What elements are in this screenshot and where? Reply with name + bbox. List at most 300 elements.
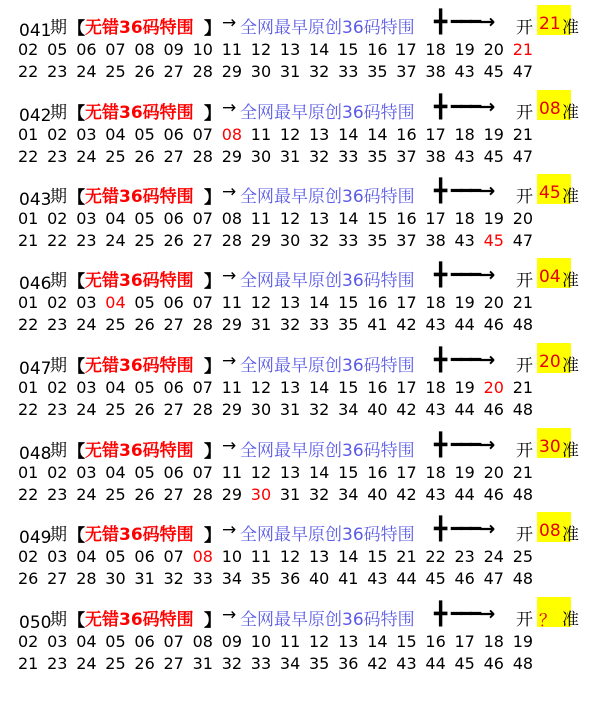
number-cell: 29 xyxy=(221,62,243,81)
number-row-1 xyxy=(18,462,593,484)
number-cell: 03 xyxy=(76,378,97,397)
number-cell: 25 xyxy=(512,547,534,566)
number-cell: 05 xyxy=(134,125,155,144)
number-cell: 45 xyxy=(483,147,504,166)
open-label: 开 xyxy=(516,187,533,207)
number-cell: 32 xyxy=(279,315,301,334)
title-text: 无错36码特围 xyxy=(85,356,194,376)
right-bracket: 】 xyxy=(204,357,221,377)
number-cell: 42 xyxy=(396,315,417,334)
number-cell: 03 xyxy=(47,632,68,651)
number-cell: 02 xyxy=(18,547,39,566)
number-cell: 23 xyxy=(47,147,68,166)
right-bracket: 】 xyxy=(204,272,221,292)
number-cell: 17 xyxy=(396,378,417,397)
period-header xyxy=(0,343,595,377)
number-cell: 25 xyxy=(105,654,126,673)
number-cell: 31 xyxy=(192,654,213,673)
plus-icon: ╋ xyxy=(434,433,448,458)
number-cell: 44 xyxy=(454,315,475,334)
right-bracket: 】 xyxy=(204,188,221,208)
number-cell: 18 xyxy=(483,632,504,651)
number-cell: 13 xyxy=(279,293,301,312)
number-cell: 12 xyxy=(250,293,272,312)
number-cell: 26 xyxy=(134,485,155,504)
number-cell: 05 xyxy=(134,378,155,397)
number-cell: 40 xyxy=(309,569,330,588)
number-cell: 14 xyxy=(338,547,359,566)
number-cell: 48 xyxy=(512,654,534,673)
number-cell: 06 xyxy=(163,209,184,228)
number-cell: 28 xyxy=(192,62,213,81)
plus-icon: ╋ xyxy=(434,348,448,373)
number-cell: 33 xyxy=(309,315,330,334)
number-cell: 24 xyxy=(76,62,97,81)
number-cell: 14 xyxy=(338,125,359,144)
number-cell: 16 xyxy=(367,293,388,312)
number-cell: 20 xyxy=(483,40,504,59)
number-cell: 27 xyxy=(163,62,184,81)
number-cell: 17 xyxy=(396,463,417,482)
number-row-2 xyxy=(18,653,593,675)
period-header xyxy=(0,5,595,39)
slogan-text: 全网最早原创36码特围 xyxy=(240,356,415,376)
number-cell: 28 xyxy=(192,315,213,334)
number-cell: 16 xyxy=(367,463,388,482)
number-cell: 23 xyxy=(47,485,68,504)
number-cell: 19 xyxy=(454,40,475,59)
result-number: 45 xyxy=(539,183,561,203)
number-cell: 32 xyxy=(309,231,330,250)
number-cell: 01 xyxy=(18,209,39,228)
period-block xyxy=(0,428,595,512)
number-cell: 34 xyxy=(338,485,359,504)
number-cell: 23 xyxy=(47,62,68,81)
number-row-1 xyxy=(18,208,593,230)
accurate-label: 准 xyxy=(562,103,579,123)
number-cell: 48 xyxy=(512,485,534,504)
number-cell: 43 xyxy=(454,147,475,166)
number-cell: 36 xyxy=(279,569,301,588)
number-cell: 17 xyxy=(425,125,446,144)
number-cell: 46 xyxy=(483,485,504,504)
number-cell: 12 xyxy=(279,547,301,566)
number-cell: 04 xyxy=(105,293,126,312)
number-cell: 27 xyxy=(47,569,68,588)
number-cell: 12 xyxy=(279,209,301,228)
plus-icon: ╋ xyxy=(434,517,448,542)
arrow-icon: → xyxy=(222,520,237,540)
number-cell: 18 xyxy=(425,378,446,397)
number-cell: 43 xyxy=(425,485,446,504)
dash-arrow-icon: ━━━→ xyxy=(451,96,494,118)
dash-arrow-icon: ━━━→ xyxy=(451,349,494,371)
number-cell: 46 xyxy=(483,400,504,419)
number-cell: 47 xyxy=(483,569,504,588)
period-number: 047 xyxy=(19,359,52,379)
number-cell: 25 xyxy=(105,62,126,81)
open-label: 开 xyxy=(516,356,533,376)
number-cell: 43 xyxy=(425,315,446,334)
number-cell: 11 xyxy=(279,632,301,651)
number-row-2 xyxy=(18,314,593,336)
number-cell: 30 xyxy=(250,485,272,504)
period-header xyxy=(0,428,595,462)
number-cell: 28 xyxy=(76,569,97,588)
slogan-text: 全网最早原创36码特围 xyxy=(240,103,415,123)
number-cell: 16 xyxy=(367,40,388,59)
number-cell: 43 xyxy=(454,62,475,81)
number-row-1 xyxy=(18,631,593,653)
number-cell: 01 xyxy=(18,293,39,312)
number-cell: 13 xyxy=(279,40,301,59)
number-cell: 15 xyxy=(367,547,388,566)
number-cell: 24 xyxy=(76,400,97,419)
number-cell: 43 xyxy=(396,654,417,673)
number-cell: 19 xyxy=(454,293,475,312)
period-suffix: 期 xyxy=(50,103,67,123)
open-label: 开 xyxy=(516,103,533,123)
number-cell: 34 xyxy=(279,654,301,673)
number-cell: 47 xyxy=(512,147,534,166)
number-cell: 24 xyxy=(76,654,97,673)
right-bracket: 】 xyxy=(204,442,221,462)
period-suffix: 期 xyxy=(50,441,67,461)
number-cell: 33 xyxy=(338,62,359,81)
period-number: 050 xyxy=(19,613,52,633)
period-header xyxy=(0,512,595,546)
number-cell: 44 xyxy=(396,569,417,588)
number-cell: 33 xyxy=(338,231,359,250)
number-cell: 14 xyxy=(309,378,330,397)
left-bracket: 【 xyxy=(68,104,85,124)
number-cell: 18 xyxy=(454,125,475,144)
number-cell: 41 xyxy=(338,569,359,588)
number-cell: 27 xyxy=(163,400,184,419)
number-cell: 20 xyxy=(483,378,504,397)
number-cell: 15 xyxy=(367,209,388,228)
result-number: 30 xyxy=(539,437,561,457)
number-cell: 26 xyxy=(134,147,155,166)
period-block xyxy=(0,512,595,596)
title-text: 无错36码特围 xyxy=(85,441,194,461)
slogan-text: 全网最早原创36码特围 xyxy=(240,610,415,630)
number-cell: 38 xyxy=(425,231,446,250)
number-cell: 04 xyxy=(76,632,97,651)
period-suffix: 期 xyxy=(50,271,67,291)
number-row-2 xyxy=(18,568,593,590)
plus-icon: ╋ xyxy=(434,263,448,288)
number-cell: 11 xyxy=(250,547,272,566)
number-cell: 08 xyxy=(221,209,243,228)
number-cell: 22 xyxy=(18,62,39,81)
slogan-text: 全网最早原创36码特围 xyxy=(240,271,415,291)
number-cell: 07 xyxy=(192,463,213,482)
number-cell: 15 xyxy=(396,632,417,651)
number-cell: 06 xyxy=(163,463,184,482)
period-header xyxy=(0,90,595,124)
number-row-2 xyxy=(18,484,593,506)
period-header xyxy=(0,597,595,631)
number-cell: 25 xyxy=(105,315,126,334)
number-cell: 14 xyxy=(309,40,330,59)
number-cell: 03 xyxy=(76,463,97,482)
period-block xyxy=(0,5,595,89)
number-row-1 xyxy=(18,377,593,399)
number-cell: 21 xyxy=(512,40,534,59)
right-bracket: 】 xyxy=(204,104,221,124)
period-number: 042 xyxy=(19,106,52,126)
right-bracket: 】 xyxy=(204,611,221,631)
left-bracket: 【 xyxy=(68,188,85,208)
arrow-icon: → xyxy=(222,266,237,286)
number-cell: 15 xyxy=(338,293,359,312)
number-cell: 26 xyxy=(134,315,155,334)
number-cell: 37 xyxy=(396,231,417,250)
period-block xyxy=(0,597,595,681)
number-cell: 31 xyxy=(279,62,301,81)
number-cell: 43 xyxy=(425,400,446,419)
number-cell: 12 xyxy=(250,40,272,59)
number-cell: 15 xyxy=(338,378,359,397)
number-cell: 45 xyxy=(483,231,504,250)
slogan-text: 全网最早原创36码特围 xyxy=(240,18,415,38)
period-number: 046 xyxy=(19,274,52,294)
number-cell: 35 xyxy=(367,147,388,166)
period-block xyxy=(0,174,595,258)
number-cell: 21 xyxy=(512,463,534,482)
number-cell: 24 xyxy=(483,547,504,566)
title-text: 无错36码特围 xyxy=(85,18,194,38)
number-cell: 23 xyxy=(47,654,68,673)
accurate-label: 准 xyxy=(562,441,579,461)
number-cell: 32 xyxy=(221,654,243,673)
right-bracket: 】 xyxy=(204,526,221,546)
number-cell: 26 xyxy=(134,400,155,419)
period-number: 049 xyxy=(19,528,52,548)
number-cell: 03 xyxy=(76,209,97,228)
accurate-label: 准 xyxy=(562,356,579,376)
number-cell: 24 xyxy=(76,315,97,334)
number-cell: 31 xyxy=(279,485,301,504)
number-row-2 xyxy=(18,399,593,421)
number-cell: 33 xyxy=(338,147,359,166)
number-cell: 33 xyxy=(250,654,272,673)
number-cell: 17 xyxy=(425,209,446,228)
number-cell: 17 xyxy=(396,293,417,312)
number-cell: 06 xyxy=(163,293,184,312)
number-cell: 18 xyxy=(425,293,446,312)
number-cell: 30 xyxy=(250,147,272,166)
number-cell: 09 xyxy=(221,632,243,651)
period-suffix: 期 xyxy=(50,356,67,376)
number-cell: 35 xyxy=(338,315,359,334)
title-text: 无错36码特围 xyxy=(85,610,194,630)
number-cell: 07 xyxy=(192,209,213,228)
number-cell: 06 xyxy=(163,125,184,144)
plus-icon: ╋ xyxy=(434,602,448,627)
number-cell: 14 xyxy=(367,125,388,144)
number-cell: 30 xyxy=(105,569,126,588)
left-bracket: 【 xyxy=(68,611,85,631)
number-cell: 34 xyxy=(338,400,359,419)
number-cell: 25 xyxy=(134,231,155,250)
number-cell: 46 xyxy=(454,569,475,588)
number-cell: 29 xyxy=(221,400,243,419)
number-cell: 13 xyxy=(309,209,330,228)
accurate-label: 准 xyxy=(562,187,579,207)
number-cell: 07 xyxy=(163,632,184,651)
number-cell: 26 xyxy=(18,569,39,588)
number-row-1 xyxy=(18,124,593,146)
plus-icon: ╋ xyxy=(434,95,448,120)
period-suffix: 期 xyxy=(50,187,67,207)
number-cell: 44 xyxy=(454,400,475,419)
open-label: 开 xyxy=(516,18,533,38)
period-block xyxy=(0,258,595,342)
number-cell: 10 xyxy=(250,632,272,651)
number-cell: 22 xyxy=(18,400,39,419)
number-cell: 16 xyxy=(396,209,417,228)
number-cell: 26 xyxy=(163,231,184,250)
number-cell: 14 xyxy=(309,293,330,312)
accurate-label: 准 xyxy=(562,18,579,38)
arrow-icon: → xyxy=(222,13,237,33)
number-cell: 38 xyxy=(425,62,446,81)
number-cell: 05 xyxy=(105,632,126,651)
number-cell: 48 xyxy=(512,400,534,419)
number-cell: 13 xyxy=(279,378,301,397)
number-row-2 xyxy=(18,230,593,252)
number-cell: 04 xyxy=(105,463,126,482)
number-cell: 14 xyxy=(309,463,330,482)
number-cell: 19 xyxy=(512,632,534,651)
number-cell: 17 xyxy=(454,632,475,651)
result-number: ？ xyxy=(539,611,556,631)
number-cell: 08 xyxy=(134,40,155,59)
arrow-icon: → xyxy=(222,605,237,625)
slogan-text: 全网最早原创36码特围 xyxy=(240,525,415,545)
left-bracket: 【 xyxy=(68,272,85,292)
number-cell: 24 xyxy=(76,147,97,166)
number-cell: 35 xyxy=(309,654,330,673)
number-cell: 25 xyxy=(105,147,126,166)
number-cell: 03 xyxy=(76,293,97,312)
number-cell: 18 xyxy=(454,209,475,228)
dash-arrow-icon: ━━━→ xyxy=(451,603,494,625)
number-cell: 10 xyxy=(221,547,243,566)
number-cell: 22 xyxy=(47,231,68,250)
number-cell: 06 xyxy=(134,547,155,566)
dash-arrow-icon: ━━━→ xyxy=(451,518,494,540)
number-cell: 19 xyxy=(483,209,504,228)
number-cell: 44 xyxy=(454,485,475,504)
arrow-icon: → xyxy=(222,98,237,118)
accurate-label: 准 xyxy=(562,271,579,291)
number-cell: 19 xyxy=(483,125,504,144)
number-cell: 11 xyxy=(221,378,243,397)
number-cell: 29 xyxy=(221,485,243,504)
number-cell: 01 xyxy=(18,125,39,144)
number-cell: 35 xyxy=(367,231,388,250)
period-suffix: 期 xyxy=(50,18,67,38)
right-bracket: 】 xyxy=(204,19,221,39)
period-suffix: 期 xyxy=(50,610,67,630)
number-cell: 30 xyxy=(250,62,272,81)
number-cell: 23 xyxy=(47,400,68,419)
number-cell: 20 xyxy=(512,209,534,228)
period-block xyxy=(0,90,595,174)
number-cell: 28 xyxy=(192,400,213,419)
number-cell: 07 xyxy=(163,547,184,566)
number-cell: 31 xyxy=(250,315,272,334)
number-cell: 08 xyxy=(192,547,213,566)
number-cell: 21 xyxy=(512,125,534,144)
number-cell: 34 xyxy=(221,569,243,588)
open-label: 开 xyxy=(516,610,533,630)
number-cell: 26 xyxy=(134,62,155,81)
number-cell: 16 xyxy=(367,378,388,397)
number-cell: 18 xyxy=(425,40,446,59)
number-cell: 17 xyxy=(396,40,417,59)
period-number: 048 xyxy=(19,444,52,464)
title-text: 无错36码特围 xyxy=(85,103,194,123)
open-label: 开 xyxy=(516,525,533,545)
left-bracket: 【 xyxy=(68,442,85,462)
number-cell: 32 xyxy=(309,400,330,419)
number-cell: 30 xyxy=(279,231,301,250)
number-cell: 23 xyxy=(76,231,97,250)
number-cell: 13 xyxy=(309,125,330,144)
number-cell: 28 xyxy=(192,147,213,166)
number-cell: 01 xyxy=(18,378,39,397)
number-cell: 05 xyxy=(105,547,126,566)
number-cell: 29 xyxy=(221,315,243,334)
number-cell: 02 xyxy=(47,463,68,482)
period-number: 041 xyxy=(19,21,52,41)
number-cell: 31 xyxy=(134,569,155,588)
number-cell: 21 xyxy=(396,547,417,566)
number-cell: 05 xyxy=(134,293,155,312)
number-cell: 05 xyxy=(134,209,155,228)
period-header xyxy=(0,258,595,292)
number-cell: 42 xyxy=(396,485,417,504)
number-row-1 xyxy=(18,39,593,61)
number-cell: 46 xyxy=(483,654,504,673)
number-cell: 06 xyxy=(76,40,97,59)
number-cell: 05 xyxy=(47,40,68,59)
number-cell: 10 xyxy=(192,40,213,59)
open-label: 开 xyxy=(516,441,533,461)
number-cell: 26 xyxy=(134,654,155,673)
number-cell: 11 xyxy=(221,463,243,482)
number-cell: 24 xyxy=(105,231,126,250)
number-cell: 27 xyxy=(163,485,184,504)
number-cell: 14 xyxy=(338,209,359,228)
number-cell: 15 xyxy=(338,463,359,482)
number-cell: 25 xyxy=(105,400,126,419)
number-cell: 18 xyxy=(425,463,446,482)
number-cell: 12 xyxy=(309,632,330,651)
number-cell: 45 xyxy=(425,569,446,588)
result-number: 08 xyxy=(539,521,561,541)
number-cell: 07 xyxy=(192,125,213,144)
number-cell: 23 xyxy=(47,315,68,334)
number-cell: 16 xyxy=(396,125,417,144)
number-cell: 13 xyxy=(279,463,301,482)
number-cell: 07 xyxy=(105,40,126,59)
number-cell: 40 xyxy=(367,400,388,419)
